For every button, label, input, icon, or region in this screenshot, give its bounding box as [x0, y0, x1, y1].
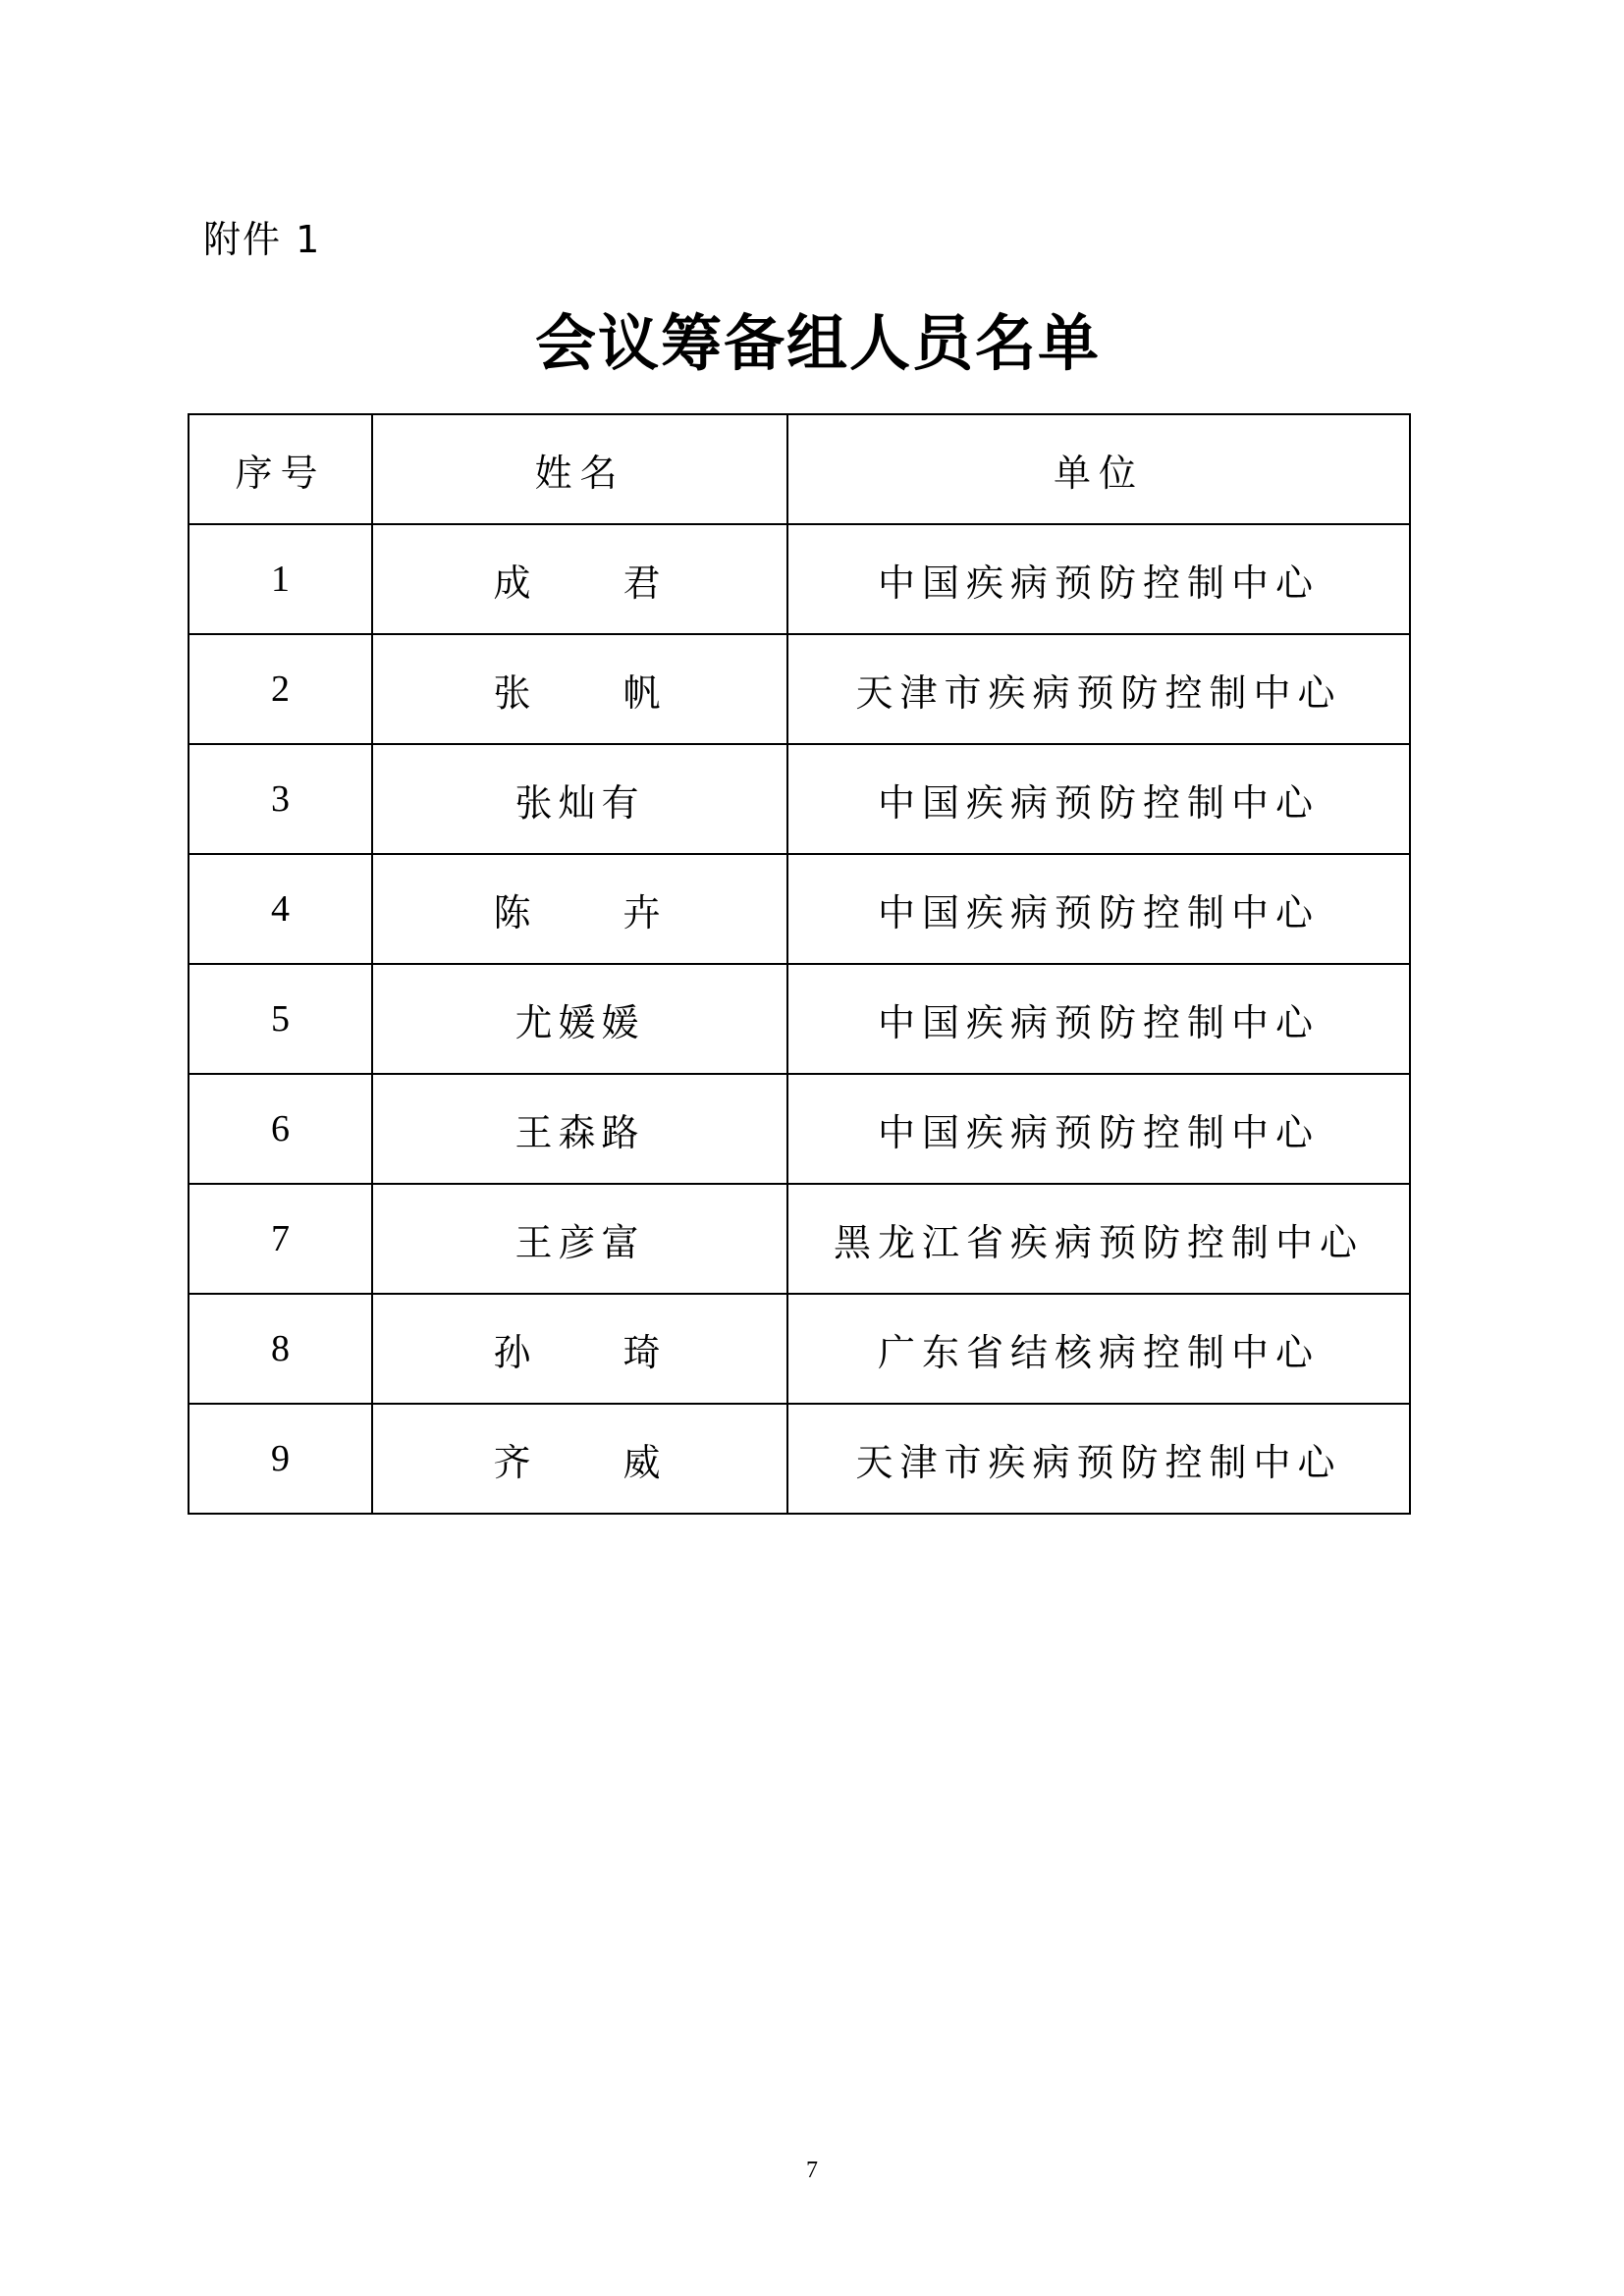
- row-unit: 黑龙江省疾病预防控制中心: [787, 1184, 1410, 1294]
- column-header-number: 序号: [189, 414, 372, 524]
- table-row: [189, 1074, 1410, 1184]
- row-number: 6: [189, 1074, 372, 1184]
- row-name: 齐 威: [372, 1404, 787, 1514]
- row-number: 1: [189, 524, 372, 634]
- row-name: 尤媛媛: [372, 964, 787, 1074]
- row-unit: 广东省结核病控制中心: [787, 1294, 1410, 1404]
- row-name: 张灿有: [372, 744, 787, 854]
- table-row: [189, 634, 1410, 744]
- row-number: 9: [189, 1404, 372, 1514]
- page-number: 7: [806, 2158, 818, 2183]
- table-row: [189, 854, 1410, 964]
- table-row: [189, 1184, 1410, 1294]
- table-row: [189, 744, 1410, 854]
- row-name: 王彦富: [372, 1184, 787, 1294]
- row-name: 成 君: [372, 524, 787, 634]
- table-row: [189, 1294, 1410, 1404]
- table-row: [189, 524, 1410, 634]
- row-unit: 中国疾病预防控制中心: [787, 854, 1410, 964]
- row-unit: 中国疾病预防控制中心: [787, 744, 1410, 854]
- row-name: 王森路: [372, 1074, 787, 1184]
- table-header-row: [189, 414, 1410, 524]
- row-unit: 中国疾病预防控制中心: [787, 524, 1410, 634]
- row-unit: 中国疾病预防控制中心: [787, 964, 1410, 1074]
- staff-table: [188, 413, 1411, 1515]
- row-name: 陈 卉: [372, 854, 787, 964]
- table-row: [189, 964, 1410, 1074]
- column-header-unit: 单位: [787, 414, 1410, 524]
- row-number: 3: [189, 744, 372, 854]
- column-header-name: 姓名: [372, 414, 787, 524]
- page-title: 会议筹备组人员名单: [534, 307, 1101, 379]
- row-number: 5: [189, 964, 372, 1074]
- row-number: 4: [189, 854, 372, 964]
- table-row: [189, 1404, 1410, 1514]
- row-number: 7: [189, 1184, 372, 1294]
- row-name: 孙 琦: [372, 1294, 787, 1404]
- row-number: 8: [189, 1294, 372, 1404]
- row-unit: 中国疾病预防控制中心: [787, 1074, 1410, 1184]
- row-number: 2: [189, 634, 372, 744]
- row-unit: 天津市疾病预防控制中心: [787, 634, 1410, 744]
- row-unit: 天津市疾病预防控制中心: [787, 1404, 1410, 1514]
- attachment-label: 附件 1: [203, 218, 322, 261]
- row-name: 张 帆: [372, 634, 787, 744]
